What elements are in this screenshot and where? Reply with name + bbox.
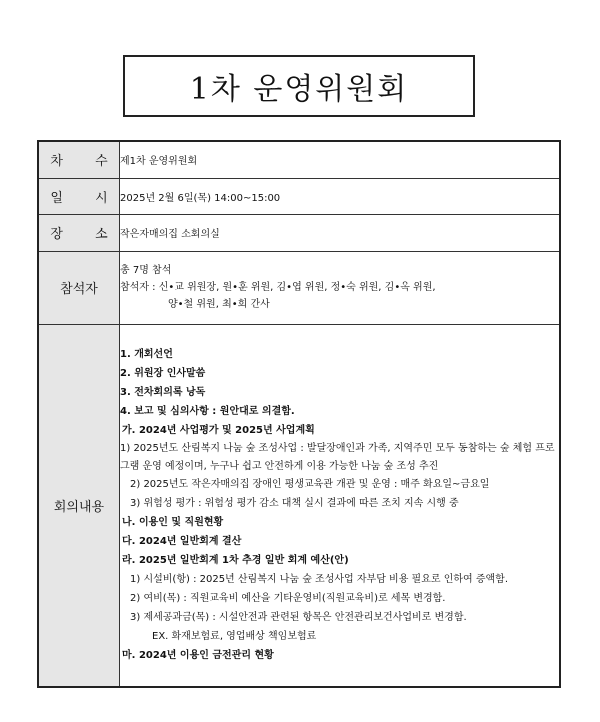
agenda-detail: EX. 화재보험료, 영업배상 책임보험료 <box>152 631 317 643</box>
value-session: 제1차 운영위원회 <box>120 141 561 178</box>
label-session: 차 수 <box>38 141 120 178</box>
agenda-detail: 2) 2025년도 작은자매의집 장애인 평생교육관 개관 및 운영 : 매주 화요일~금요일 <box>130 479 490 491</box>
agenda-detail: 2) 여비(목) : 직원교육비 예산을 기타운영비(직원교육비)로 세목 변경함. <box>130 593 446 605</box>
agenda-detail: 1) 2025년도 산림복지 나눔 숲 조성사업 : 발달장애인과 가족, 지역주민 모두 동참하는 숲 체험 프로그램 운영 예정이며, 누구나 쉽고 안전하게 이용 가능한 나눔 숲 조성 추진 <box>120 443 555 472</box>
agenda-subitem: 다. 2024년 일반회계 결산 <box>122 536 242 548</box>
row-session <box>38 141 560 178</box>
agenda-item: 1. 개회선언 <box>120 349 173 361</box>
value-datetime: 2025년 2월 6일(목) 14:00~15:00 <box>120 178 561 214</box>
row-place <box>38 214 560 251</box>
minutes-content <box>120 324 561 687</box>
value-place: 작은자매의집 소회의실 <box>120 214 561 251</box>
agenda-item: 3. 전차회의록 낭독 <box>120 387 206 399</box>
row-datetime <box>38 178 560 214</box>
row-attendees <box>38 251 560 324</box>
label-minutes: 회의내용 <box>38 324 120 687</box>
agenda-detail: 1) 시설비(항) : 2025년 산림복지 나눔 숲 조성사업 자부담 비용 필요로 인하여 증액함. <box>130 574 509 586</box>
attendees-count: 총 7명 참석 <box>120 265 172 276</box>
document-title: 1차 운영위원회 <box>189 72 409 107</box>
row-minutes <box>38 324 560 687</box>
agenda-detail: 3) 제세공과금(목) : 시설안전과 관련된 항목은 안전관리보건사업비로 변경함. <box>130 612 467 624</box>
agenda-subitem: 나. 이용인 및 직원현황 <box>122 517 224 529</box>
minutes-table <box>37 140 561 688</box>
label-place: 장 소 <box>38 214 120 251</box>
value-attendees <box>120 251 561 324</box>
agenda-subitem: 라. 2025년 일반회계 1차 추경 일반 회계 예산(안) <box>122 555 349 567</box>
attendees-list-cont: 양•철 위원, 최•희 간사 <box>168 299 270 310</box>
agenda-item: 2. 위원장 인사말씀 <box>120 368 206 380</box>
agenda-item: 4. 보고 및 심의사항 : 원안대로 의결함. <box>120 406 295 418</box>
agenda-detail: 3) 위험성 평가 : 위험성 평가 감소 대책 실시 결과에 따른 조치 지속 시행 중 <box>130 498 459 510</box>
title-box <box>123 55 475 117</box>
agenda-subitem: 마. 2024년 이용인 금전관리 현황 <box>122 650 274 662</box>
label-attendees: 참석자 <box>38 251 120 324</box>
attendees-list: 참석자 : 신•교 위원장, 원•훈 위원, 김•엽 위원, 정•숙 위원, 김•옥 위원, <box>120 282 436 293</box>
label-datetime: 일 시 <box>38 178 120 214</box>
agenda-subitem: 가. 2024년 사업평가 및 2025년 사업계획 <box>122 425 315 437</box>
